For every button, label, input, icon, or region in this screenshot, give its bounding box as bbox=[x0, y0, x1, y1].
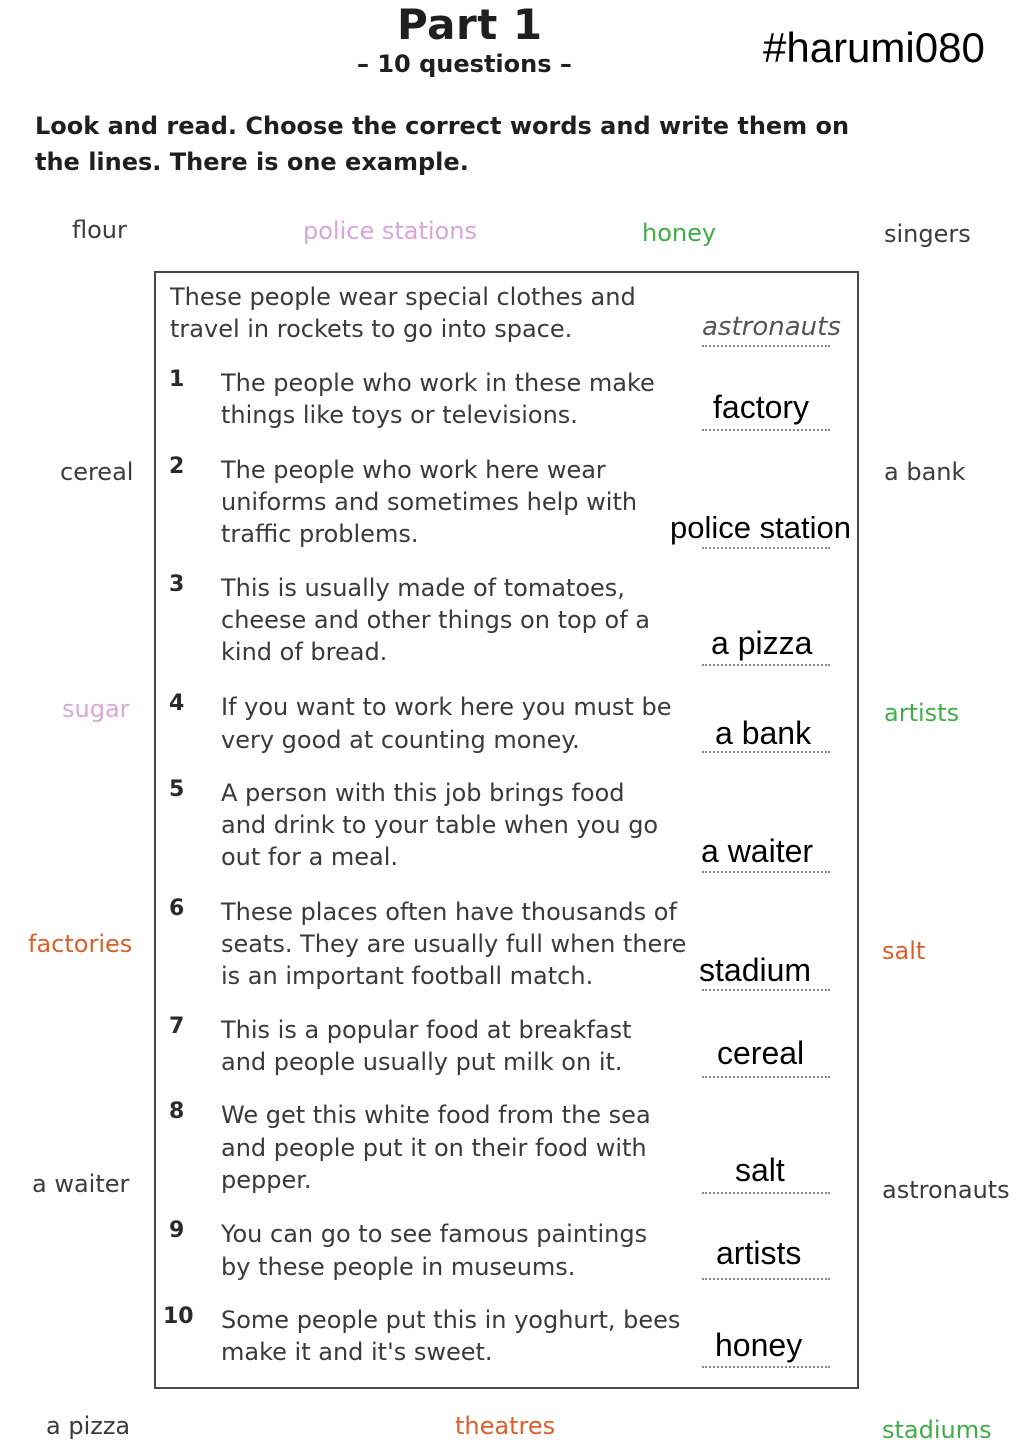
question-line: seats. They are usually full when there bbox=[221, 930, 687, 958]
question-line: and people usually put milk on it. bbox=[221, 1048, 623, 1076]
question-line: by these people in museums. bbox=[221, 1253, 576, 1281]
example-line-1: These people wear special clothes and bbox=[170, 283, 636, 311]
answer-text: police station bbox=[670, 510, 851, 545]
answer-text: artists bbox=[716, 1235, 802, 1271]
question-number: 8 bbox=[169, 1099, 185, 1124]
question-line: We get this white food from the sea bbox=[221, 1101, 651, 1129]
answer-text: honey bbox=[715, 1327, 803, 1363]
answer-line bbox=[702, 664, 830, 666]
question-line: make it and it's sweet. bbox=[221, 1338, 493, 1366]
question-number: 1 bbox=[169, 367, 185, 392]
example-line-2: travel in rockets to go into space. bbox=[170, 315, 573, 343]
word-police-stations: police stations bbox=[303, 217, 477, 245]
answer-line bbox=[702, 989, 830, 991]
answer-text: cereal bbox=[717, 1035, 805, 1071]
example-answer-line bbox=[702, 345, 830, 347]
question-line: The people who work here wear bbox=[221, 456, 606, 484]
word-salt: salt bbox=[882, 937, 926, 965]
word-a-bank: a bank bbox=[884, 458, 966, 486]
answer-line bbox=[702, 429, 830, 431]
question-line: out for a meal. bbox=[221, 843, 399, 871]
question-number: 2 bbox=[169, 454, 185, 479]
hashtag-label: #harumi080 bbox=[763, 24, 985, 71]
question-line: things like toys or televisions. bbox=[221, 401, 578, 429]
question-line: This is a popular food at breakfast bbox=[221, 1016, 632, 1044]
example-answer: astronauts bbox=[702, 312, 841, 342]
question-number: 10 bbox=[163, 1304, 194, 1329]
answer-text: stadium bbox=[699, 952, 812, 988]
word-artists: artists bbox=[884, 699, 960, 727]
question-line: traffic problems. bbox=[221, 520, 419, 548]
word-stadiums: stadiums bbox=[882, 1416, 992, 1444]
question-line: If you want to work here you must be bbox=[221, 693, 672, 721]
question-line: A person with this job brings food bbox=[221, 779, 625, 807]
answer-line bbox=[702, 1076, 830, 1078]
answer-line bbox=[702, 1366, 830, 1368]
word-a-pizza: a pizza bbox=[46, 1412, 131, 1440]
word-cereal: cereal bbox=[60, 458, 134, 486]
word-a-waiter: a waiter bbox=[32, 1170, 130, 1198]
question-number: 9 bbox=[169, 1218, 185, 1243]
instructions: Look and read. Choose the correct words and write them on the lines. There is one example. bbox=[35, 112, 850, 176]
question-line: pepper. bbox=[221, 1166, 312, 1194]
question-line: These places often have thousands of bbox=[221, 898, 677, 926]
question-line: This is usually made of tomatoes, bbox=[221, 574, 625, 602]
question-line: very good at counting money. bbox=[221, 726, 580, 754]
question-line: uniforms and sometimes help with bbox=[221, 488, 638, 516]
answer-text: a bank bbox=[715, 715, 812, 751]
word-astronauts: astronauts bbox=[882, 1176, 1010, 1204]
answer-text: a waiter bbox=[701, 833, 814, 869]
question-number: 7 bbox=[169, 1014, 185, 1039]
answer-line bbox=[702, 751, 830, 753]
word-flour: flour bbox=[72, 216, 127, 244]
question-number: 3 bbox=[169, 572, 185, 597]
question-line: You can go to see famous paintings bbox=[221, 1220, 648, 1248]
answer-line bbox=[702, 1278, 830, 1280]
answer-text: a pizza bbox=[711, 625, 813, 661]
question-line: cheese and other things on top of a bbox=[221, 606, 650, 634]
word-singers: singers bbox=[884, 220, 971, 248]
answer-text: salt bbox=[735, 1152, 785, 1188]
page-subtitle: – 10 questions – bbox=[357, 50, 572, 78]
question-line: kind of bread. bbox=[221, 638, 388, 666]
question-line: and drink to your table when you go bbox=[221, 811, 659, 839]
answer-text: factory bbox=[713, 389, 810, 425]
word-factories: factories bbox=[28, 930, 133, 958]
question-line: is an important football match. bbox=[221, 962, 594, 990]
word-sugar: sugar bbox=[62, 695, 130, 723]
answer-line bbox=[702, 1192, 830, 1194]
page-title: Part 1 bbox=[397, 0, 543, 49]
question-number: 4 bbox=[169, 691, 185, 716]
question-line: and people put it on their food with bbox=[221, 1134, 647, 1162]
question-line: The people who work in these make bbox=[221, 369, 655, 397]
word-honey: honey bbox=[642, 219, 717, 247]
answer-line bbox=[702, 547, 830, 549]
question-number: 5 bbox=[169, 777, 185, 802]
word-theatres: theatres bbox=[455, 1412, 556, 1440]
answer-line bbox=[702, 871, 830, 873]
question-number: 6 bbox=[169, 896, 185, 921]
question-line: Some people put this in yoghurt, bees bbox=[221, 1306, 681, 1334]
